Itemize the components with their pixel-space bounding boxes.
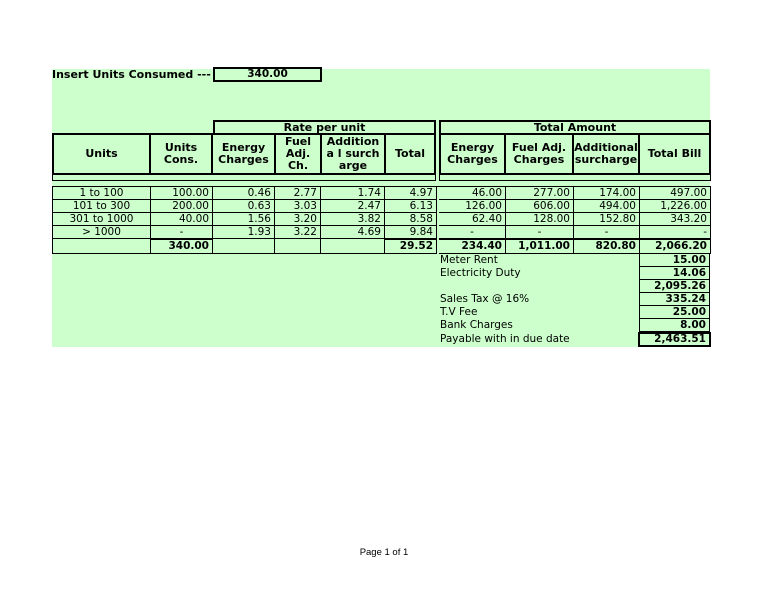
total-rate-cell: 8.58 xyxy=(385,213,437,226)
total-amount-header: Total Amount xyxy=(439,120,711,135)
total-bill-sum: 2,066.20 xyxy=(640,239,711,254)
table-row xyxy=(53,200,712,213)
fuel-amount-cell: 277.00 xyxy=(506,187,574,200)
slab-cell: 1 to 100 xyxy=(53,187,151,200)
sales-tax-value: 335.24 xyxy=(639,293,710,306)
subtotal-value: 2,095.26 xyxy=(639,280,710,293)
table-row xyxy=(53,213,712,226)
additional-amount-cell: 494.00 xyxy=(574,200,640,213)
additional-amount-cell: - xyxy=(574,226,640,239)
bank-charges-value: 8.00 xyxy=(639,319,710,332)
additional-amount-cell: 174.00 xyxy=(574,187,640,200)
total-energy-amount: 234.40 xyxy=(439,239,506,254)
fuel-amount-cell: 606.00 xyxy=(506,200,574,213)
spacer-row-left xyxy=(52,175,436,181)
total-rate-cell: 9.84 xyxy=(385,226,437,239)
total-rate-cell: 4.97 xyxy=(385,187,437,200)
tv-fee-label: T.V Fee xyxy=(440,306,478,318)
meter-rent-value: 15.00 xyxy=(639,254,710,267)
payable-value: 2,463.51 xyxy=(638,332,711,347)
slab-cell: 301 to 1000 xyxy=(53,213,151,226)
electricity-duty-label: Electricity Duty xyxy=(440,267,521,279)
fuel-rate-cell: 3.20 xyxy=(275,213,321,226)
col-amt-energy: Energy Charges xyxy=(439,133,506,175)
total-additional-amount: 820.80 xyxy=(574,239,640,254)
col-units: Units xyxy=(52,133,151,175)
total-rate-cell: 6.13 xyxy=(385,200,437,213)
additional-rate-cell: 3.82 xyxy=(321,213,385,226)
units-cons-cell: 100.00 xyxy=(151,187,213,200)
total-bill-cell: 343.20 xyxy=(640,213,711,226)
totals-blank-cell xyxy=(275,239,321,254)
spacer-row-right xyxy=(439,175,711,181)
bill-sheet xyxy=(52,69,710,347)
totals-row xyxy=(53,239,712,254)
total-rate-sum: 29.52 xyxy=(385,239,437,254)
total-fuel-amount: 1,011.00 xyxy=(506,239,574,254)
energy-amount-cell: 62.40 xyxy=(439,213,506,226)
col-amt-fuel: Fuel Adj. Charges xyxy=(504,133,574,175)
totals-blank-cell xyxy=(213,239,275,254)
total-bill-cell: 1,226.00 xyxy=(640,200,711,213)
slab-table xyxy=(52,186,711,254)
units-consumed-input[interactable]: 340.00 xyxy=(213,67,322,82)
additional-rate-cell: 2.47 xyxy=(321,200,385,213)
bank-charges-label: Bank Charges xyxy=(440,319,513,331)
meter-rent-label: Meter Rent xyxy=(440,254,498,266)
fuel-rate-cell: 3.03 xyxy=(275,200,321,213)
slab-cell: > 1000 xyxy=(53,226,151,239)
units-cons-cell: - xyxy=(151,226,213,239)
electricity-duty-value: 14.06 xyxy=(639,267,710,280)
units-cons-cell: 40.00 xyxy=(151,213,213,226)
page-footer: Page 1 of 1 xyxy=(359,547,409,558)
col-total: Total xyxy=(384,133,436,175)
col-energy-charges: Energy Charges xyxy=(211,133,276,175)
units-cons-cell: 200.00 xyxy=(151,200,213,213)
energy-rate-cell: 0.63 xyxy=(213,200,275,213)
units-consumed-label: Insert Units Consumed --- xyxy=(52,69,211,81)
energy-rate-cell: 1.56 xyxy=(213,213,275,226)
fuel-rate-cell: 3.22 xyxy=(275,226,321,239)
table-row xyxy=(53,226,712,239)
col-fuel-adj: Fuel Adj. Ch. xyxy=(274,133,322,175)
total-units-cons: 340.00 xyxy=(151,239,213,254)
total-bill-cell: - xyxy=(640,226,711,239)
sales-tax-label: Sales Tax @ 16% xyxy=(440,293,530,305)
col-additional-surcharge: Additiona l surcharge xyxy=(320,133,386,175)
slab-cell: 101 to 300 xyxy=(53,200,151,213)
col-units-cons: Units Cons. xyxy=(149,133,213,175)
totals-blank-cell xyxy=(321,239,385,254)
fuel-amount-cell: - xyxy=(506,226,574,239)
payable-label: Payable with in due date xyxy=(440,333,570,345)
energy-rate-cell: 0.46 xyxy=(213,187,275,200)
energy-amount-cell: - xyxy=(439,226,506,239)
energy-amount-cell: 126.00 xyxy=(439,200,506,213)
totals-blank-cell xyxy=(53,239,151,254)
col-total-bill: Total Bill xyxy=(638,133,711,175)
additional-rate-cell: 1.74 xyxy=(321,187,385,200)
additional-rate-cell: 4.69 xyxy=(321,226,385,239)
energy-amount-cell: 46.00 xyxy=(439,187,506,200)
fuel-amount-cell: 128.00 xyxy=(506,213,574,226)
additional-amount-cell: 152.80 xyxy=(574,213,640,226)
total-bill-cell: 497.00 xyxy=(640,187,711,200)
table-row xyxy=(53,187,712,200)
energy-rate-cell: 1.93 xyxy=(213,226,275,239)
fuel-rate-cell: 2.77 xyxy=(275,187,321,200)
col-amt-additional: Additional surcharge xyxy=(572,133,640,175)
rate-per-unit-header: Rate per unit xyxy=(213,120,436,135)
tv-fee-value: 25.00 xyxy=(639,306,710,319)
